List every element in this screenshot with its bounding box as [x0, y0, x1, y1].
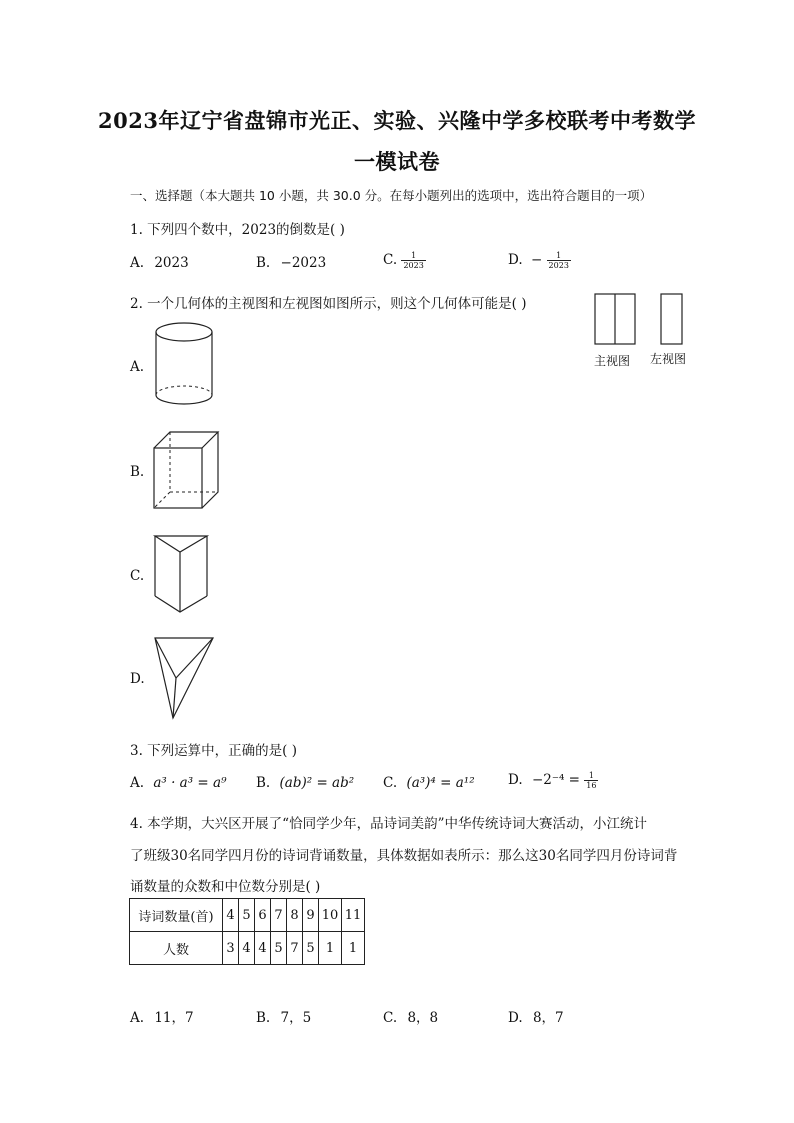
q4-option-d [508, 1006, 564, 1026]
q1-option-d [508, 251, 571, 270]
table-cell: 4 [239, 932, 255, 965]
front-view-label: 主视图 [594, 354, 631, 368]
q1-option-c-fraction [401, 251, 425, 270]
cylinder-figure [150, 320, 220, 412]
table-cell: 1 [342, 932, 365, 965]
table-cell: 5 [271, 932, 287, 965]
q3-option-a-expr: a³ · a³ = a⁹ [153, 775, 227, 791]
q1-option-b [256, 255, 326, 271]
table-cell: 9 [303, 899, 319, 932]
table-row-header: 诗词数量(首) [130, 899, 223, 932]
q1-option-d-numerator: 1 [547, 251, 571, 261]
table-cell: 5 [303, 932, 319, 965]
q4-option-c-text: 8，8 [407, 1010, 439, 1026]
q2-option-a-label: A. [130, 359, 145, 375]
q4-option-d-text: 8，7 [532, 1010, 564, 1026]
q3-option-d-fraction [584, 771, 598, 790]
exam-title-line2: 一模试卷 [354, 149, 440, 174]
table-cell: 11 [342, 899, 365, 932]
q1-option-b-text: −2023 [280, 255, 327, 271]
q1-option-a [130, 255, 189, 271]
q3-option-a [130, 775, 227, 791]
table-cell: 6 [255, 899, 271, 932]
table-cell: 1 [319, 932, 342, 965]
q4-option-a-text: 11，7 [154, 1010, 194, 1026]
q1-option-a-text: 2023 [154, 255, 189, 271]
q3-option-a-label: A. [130, 775, 145, 791]
pyramid-figure [150, 632, 220, 722]
q3-option-d-denominator: 16 [586, 781, 597, 790]
q3-option-c [383, 775, 475, 791]
left-view-rect [661, 294, 682, 344]
table-cell: 4 [255, 932, 271, 965]
table-row-header: 人数 [130, 932, 223, 965]
q2-option-c-label: C. [130, 568, 145, 584]
q4-line3: 诵数量的众数和中位数分别是( ) [130, 879, 321, 895]
q4-option-c [383, 1006, 438, 1026]
left-view-label: 左视图 [650, 352, 687, 366]
table-cell: 10 [319, 899, 342, 932]
q4-option-b-text: 7，5 [280, 1010, 312, 1026]
q3-stem: 3. 下列运算中，正确的是( ) [130, 743, 297, 759]
q4-line2: 了班级30名同学四月份的诗词背诵数量，具体数据如表所示：那么这30名同学四月份诗词背 [130, 848, 678, 864]
q4-line1: 4. 本学期，大兴区开展了“恰同学少年，品诗词美韵”中华传统诗词大赛活动，小江统计 [130, 816, 647, 832]
q2-option-d-label: D. [130, 671, 145, 687]
q4-option-b [256, 1006, 311, 1026]
table-cell: 3 [223, 932, 239, 965]
q4-data-table [129, 898, 365, 965]
q2-stem: 2. 一个几何体的主视图和左视图如图所示，则这个几何体可能是( ) [130, 296, 527, 312]
section1-heading: 一、选择题（本大题共 10 小题，共 30.0 分。在每小题列出的选项中，选出符合题目的一项） [130, 188, 653, 203]
q3-option-d-numerator: 1 [584, 771, 598, 781]
q4-option-b-label: B. [256, 1010, 271, 1026]
q3-option-d-label: D. [508, 772, 523, 788]
q4-option-a [130, 1006, 194, 1026]
q1-option-b-label: B. [256, 255, 271, 271]
table-row [130, 899, 365, 932]
q1-option-c-numerator: 1 [401, 251, 425, 261]
q1-option-c [383, 251, 426, 270]
prism-box-figure [150, 428, 222, 513]
table-cell: 7 [271, 899, 287, 932]
q1-option-a-label: A. [130, 255, 145, 271]
q1-option-c-denominator: 2023 [403, 261, 424, 270]
table-cell: 8 [287, 899, 303, 932]
q1-option-d-denominator: 2023 [548, 261, 569, 270]
q3-option-d [508, 771, 598, 790]
q1-option-c-label: C. [383, 252, 398, 268]
q1-option-d-fraction [547, 251, 571, 270]
q4-option-d-label: D. [508, 1010, 523, 1026]
q3-option-c-label: C. [383, 775, 398, 791]
q3-option-d-expr: −2⁻⁴ = [531, 772, 580, 788]
q3-option-b-expr: (ab)² = ab² [279, 775, 355, 791]
table-cell: 4 [223, 899, 239, 932]
table-row [130, 932, 365, 965]
exam-title-line1: 2023年辽宁省盘锦市光正、实验、兴隆中学多校联考中考数学 [98, 108, 696, 133]
q2-views-figure [590, 290, 700, 350]
table-cell: 5 [239, 899, 255, 932]
table-cell: 7 [287, 932, 303, 965]
triangular-prism-figure [150, 530, 212, 616]
q1-stem: 1. 下列四个数中，2023的倒数是( ) [130, 222, 345, 238]
q4-option-c-label: C. [383, 1010, 398, 1026]
q3-option-b-label: B. [256, 775, 271, 791]
q3-option-b [256, 775, 354, 791]
q1-option-d-label: D. [508, 252, 523, 268]
q3-option-c-expr: (a³)⁴ = a¹² [406, 775, 475, 791]
q4-option-a-label: A. [130, 1010, 145, 1026]
q1-option-d-sign: − [530, 252, 543, 268]
q2-option-b-label: B. [130, 464, 145, 480]
